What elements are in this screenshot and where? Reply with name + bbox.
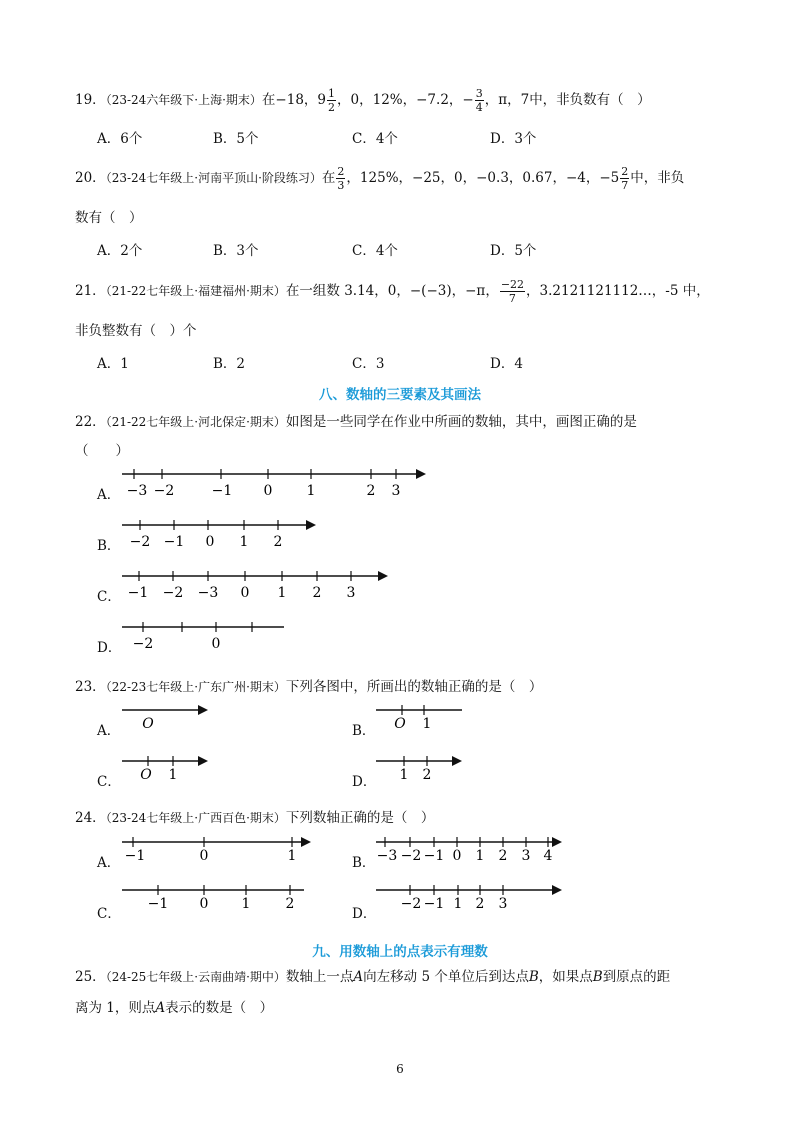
tick-label: 2 [285,896,295,912]
option-a[interactable]: A．2个 [97,243,143,259]
tick-label: 0 [211,636,221,652]
question-22: 22．（21-22七年级上·河北保定·期末）如图是一些同学在作业中所画的数轴，其中，画图正确的是 [75,414,637,430]
number-line-23d [372,753,472,787]
tick-label: −2 [129,534,151,550]
tick-label: −1 [127,585,149,601]
option-a-label[interactable]: A． [97,855,121,871]
option-d-label[interactable]: D． [352,906,377,922]
option-a[interactable]: A．6个 [97,131,143,147]
tick-label: 0 [452,848,462,864]
tick-label: −3 [197,585,219,601]
option-b[interactable]: B．5个 [213,131,259,147]
tick-label: 1 [287,848,297,864]
tick-label: 2 [273,534,283,550]
tick-label: 1 [306,483,316,499]
option-a-label[interactable]: A． [97,487,121,503]
tick-label: O [140,767,152,783]
tick-label: 4 [543,848,553,864]
number-line-24a [118,834,318,868]
option-d[interactable]: D．3个 [490,131,537,147]
option-c[interactable]: C．3 [352,356,385,372]
question-21-line2: 非负整数有（ ）个 [75,323,197,339]
tick-label: 3 [346,585,356,601]
tick-label: 1 [168,767,178,783]
question-20-line2: 数有（ ） [75,210,143,226]
tick-label: O [142,716,154,732]
tick-label: 2 [422,767,432,783]
tick-label: −2 [400,848,422,864]
tick-label: 0 [263,483,273,499]
option-b[interactable]: B．3个 [213,243,259,259]
tick-label: −2 [400,896,422,912]
tick-label: 3 [391,483,401,499]
option-d-label[interactable]: D． [352,774,377,790]
number-line-23c [118,753,218,787]
number-line-23b [372,702,472,736]
option-d-label[interactable]: D． [97,640,122,656]
option-c-label[interactable]: C． [97,589,121,605]
question-19: 19．（23-24六年级下·上海·期末）在−18，9 $\frac{1}{2}$ ，0，12%，−7.2，− $\frac{3}{4}$ ，π，7中，非负数有（ ） [75,87,651,114]
option-a-label[interactable]: A． [97,723,121,739]
tick-label: 1 [453,896,463,912]
tick-label: −2 [153,483,175,499]
option-a[interactable]: A．1 [97,356,129,372]
option-b-label[interactable]: B． [97,538,121,554]
tick-label: −3 [126,483,148,499]
tick-label: 0 [205,534,215,550]
tick-label: 2 [475,896,485,912]
tick-label: 0 [240,585,250,601]
question-24: 24．（23-24七年级上·广西百色·期末）下列数轴正确的是（ ） [75,810,435,826]
page-number: 6 [396,1062,404,1076]
tick-label: 2 [498,848,508,864]
section-heading-9: 九、用数轴上的点表示有理数 [312,944,488,960]
tick-label: 1 [241,896,251,912]
tick-label: 2 [366,483,376,499]
tick-label: 1 [277,585,287,601]
tick-label: −3 [376,848,398,864]
option-c-label[interactable]: C． [97,774,121,790]
number-line-22a [118,466,428,500]
option-c-label[interactable]: C． [97,906,121,922]
tick-label: −1 [147,896,169,912]
option-d[interactable]: D．5个 [490,243,537,259]
tick-label: 3 [521,848,531,864]
option-b-label[interactable]: B． [352,855,376,871]
section-heading-8: 八、数轴的三要素及其画法 [319,387,481,403]
tick-label: 2 [312,585,322,601]
question-22-line2: （ ） [75,443,129,459]
tick-label: −1 [163,534,185,550]
option-b[interactable]: B．2 [213,356,246,372]
number-line-22b [118,517,328,551]
question-25: 25．（24-25七年级上·云南曲靖·期中）数轴上一点A向左移动 5 个单位后到达点B，如果点B到原点的距 [75,969,671,985]
tick-label: 0 [199,896,209,912]
number-line-24d [372,882,572,916]
number-line-22c [118,568,398,602]
tick-label: −1 [423,848,445,864]
tick-label: 1 [239,534,249,550]
number-line-24b [372,834,572,868]
option-c[interactable]: C．4个 [352,131,398,147]
number-line-24c [118,882,318,916]
number-line-23a [118,702,218,736]
tick-label: O [394,716,406,732]
question-20: 20．（23-24七年级上·河南平顶山·阶段练习）在 $\frac{2}{3}$ ，125%，−25，0，−0.3，0.67，−4，−5 $\frac{2}{7}$ 中，非负 [75,165,685,192]
tick-label: −1 [423,896,445,912]
tick-label: 1 [475,848,485,864]
tick-label: −1 [124,848,146,864]
option-c[interactable]: C．4个 [352,243,398,259]
option-d[interactable]: D．4 [490,356,523,372]
question-25-line2: 离为 1，则点A表示的数是（ ） [75,1000,274,1016]
question-21: 21．（21-22七年级上·福建福州·期末）在一组数 3.14，0，−(−3)，−π， $\frac{-22}{7}$ ，3.2121121112…，-5 中， [75,278,710,305]
tick-label: −1 [211,483,233,499]
tick-label: 3 [498,896,508,912]
question-23: 23．（22-23七年级上·广东广州·期末）下列各图中，所画出的数轴正确的是（ ） [75,679,543,695]
tick-label: −2 [162,585,184,601]
number-line-22d [118,619,298,653]
tick-label: 1 [399,767,409,783]
tick-label: 0 [199,848,209,864]
option-b-label[interactable]: B． [352,723,376,739]
tick-label: 1 [422,716,432,732]
tick-label: −2 [132,636,154,652]
